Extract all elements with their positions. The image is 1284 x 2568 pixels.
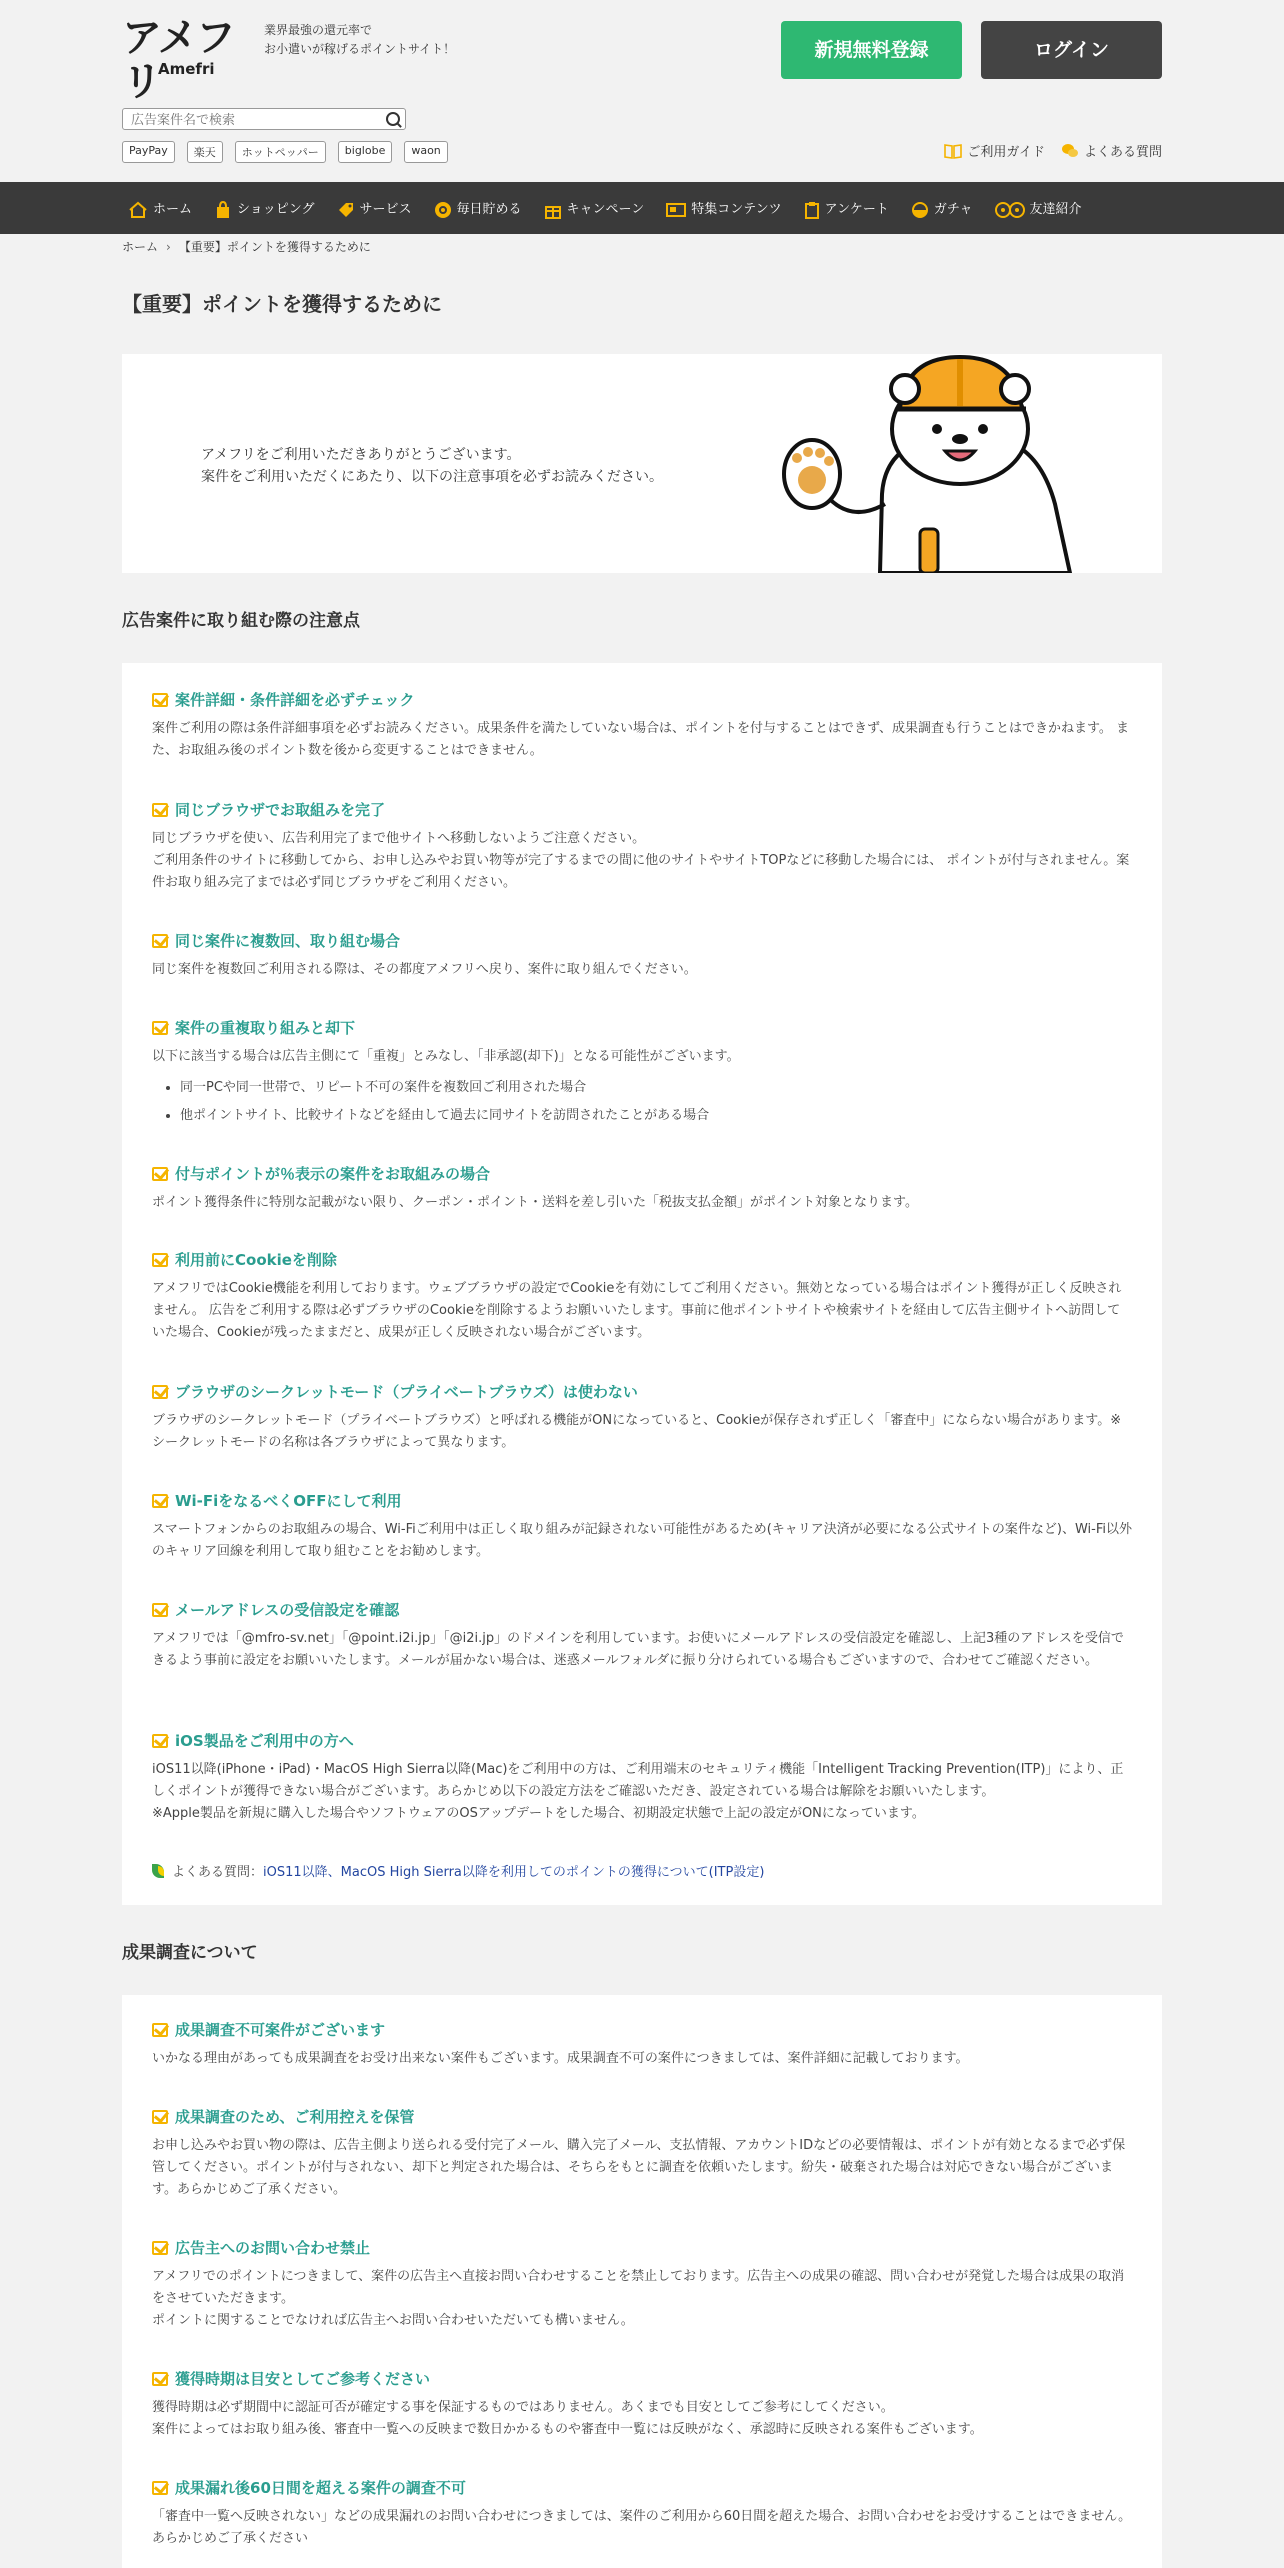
note-item bbox=[152, 2477, 1132, 2550]
checkbox-icon bbox=[152, 1021, 168, 1035]
note-heading-text: 成果漏れ後60日間を超える案件の調査不可 bbox=[175, 2479, 466, 2497]
nav-item-home[interactable] bbox=[128, 184, 192, 236]
note-body: ポイント獲得条件に特別な記載がない限り、クーポン・ポイント・送料を差し引いた「税抜支払金額」がポイント対象となります。 bbox=[152, 1195, 918, 1210]
note-heading-text: 広告主へのお問い合わせ禁止 bbox=[175, 2239, 371, 2257]
note-body: 「審査中一覧へ反映されない」などの成果漏れのお問い合わせにつきましては、案件のご利用から60日間を超えた場合、お問い合わせをお受けすることはできません。あらかじめご了承ください bbox=[152, 2509, 1132, 2546]
search-icon[interactable] bbox=[386, 112, 400, 126]
header-links bbox=[944, 141, 1162, 160]
nav-label: キャンペーン bbox=[566, 202, 645, 217]
hero-line-1: アメフリをご利用いただきありがとうございます。 bbox=[201, 447, 521, 463]
note-heading-text: 利用前にCookieを削除 bbox=[175, 1251, 337, 1269]
site-logo[interactable] bbox=[122, 15, 254, 105]
note-body: お申し込みやお買い物の際は、広告主側より送られる受付完了メール、購入完了メール、支払情報、アカウントIDなどの必要情報は、ポイントが有効となるまで必ず保管してください。ポイントが付与されない、却下と判定された場合は、そちらをもとに調査を依頼いたします。紛失・破棄された場合は対応できない場合がございます。あらかじめご了承ください。 bbox=[152, 2138, 1126, 2197]
note-heading bbox=[152, 2019, 1132, 2040]
note-body: ブラウザのシークレットモード（プライベートブラウズ）と呼ばれる機能がONになっていると、Cookieが保存されず正しく「審査中」にならない場合があります。※シークレットモードの名称は各ブラウザによって異なります。 bbox=[152, 1413, 1122, 1450]
note-heading bbox=[152, 1730, 1132, 1751]
hero-text bbox=[201, 444, 663, 488]
note-bullet-list bbox=[152, 1074, 1132, 1130]
book-icon bbox=[944, 143, 962, 159]
clipboard-icon bbox=[804, 201, 820, 219]
checkbox-icon bbox=[152, 2481, 168, 2495]
note-item bbox=[152, 930, 1132, 981]
hero-panel bbox=[122, 354, 1162, 573]
note-heading bbox=[152, 1249, 1132, 1270]
note-heading bbox=[152, 2106, 1132, 2127]
note-body: 案件ご利用の際は条件詳細事項を必ずお読みください。成果条件を満たしていない場合は、ポイントを付与することはできず、成果調査も行うことはできかねます。 また、お取組み後のポイント数を後から変更することはできません。 bbox=[152, 721, 1130, 758]
note-item bbox=[152, 2019, 1132, 2070]
note-body: アメフリでのポイントにつきまして、案件の広告主へ直接お問い合わせすることを禁止しております。広告主への成果の確認、問い合わせが発覚した場合は成果の取消をさせていただきます。 ポイントに関することでなければ広告主へお問い合わせいただいても構いません。 bbox=[152, 2269, 1125, 2328]
note-heading-text: 案件の重複取り組みと却下 bbox=[175, 1019, 356, 1037]
hero-line-2: 案件をご利用いただくにあたり、以下の注意事項を必ずお読みください。 bbox=[201, 469, 663, 485]
note-item bbox=[152, 1730, 1132, 1825]
checkbox-icon bbox=[152, 2372, 168, 2386]
breadcrumb-home[interactable]: ホーム bbox=[122, 240, 159, 254]
nav-item-invite[interactable] bbox=[995, 184, 1082, 236]
chat-bubble-icon bbox=[1061, 143, 1079, 159]
login-button[interactable]: ログイン bbox=[981, 21, 1162, 79]
tag-icon bbox=[337, 201, 355, 219]
beginner-leaf-icon bbox=[152, 1864, 164, 1878]
section-title: 成果調査について bbox=[122, 1943, 258, 1963]
nav-item-service[interactable] bbox=[337, 184, 412, 236]
nav-item-campaign[interactable] bbox=[544, 184, 645, 236]
note-heading-text: 付与ポイントが％表示の案件をお取組みの場合 bbox=[175, 1165, 491, 1183]
shopping-bag-icon bbox=[214, 201, 232, 219]
capsule-icon bbox=[911, 201, 929, 219]
home-icon bbox=[128, 201, 148, 219]
note-heading-text: メールアドレスの受信設定を確認 bbox=[175, 1601, 400, 1619]
checkbox-icon bbox=[152, 693, 168, 707]
nav-label: 友達紹介 bbox=[1029, 202, 1082, 217]
quick-tag[interactable]: ホットペッパー bbox=[235, 141, 326, 163]
note-body: アメフリでは「@mfro-sv.net」「@point.i2i.jp」「@i2i.jp」のドメインを利用しています。お使いにメールアドレスの受信設定を確認し、上記3種のアドレスを受信できるよう事前に設定をお願いいたします。メールが届かない場合は、迷惑メールフォルダに振り分けられている場合もございますので、合わせてご確認ください。 bbox=[152, 1631, 1124, 1668]
quick-tag[interactable]: waon bbox=[404, 141, 447, 163]
note-heading-text: Wi-FiをなるべくOFFにして利用 bbox=[175, 1492, 402, 1510]
main-nav bbox=[0, 182, 1284, 234]
guide-link[interactable] bbox=[944, 141, 1045, 160]
note-item bbox=[152, 2368, 1132, 2441]
note-item bbox=[152, 1490, 1132, 1563]
checkbox-icon bbox=[152, 2241, 168, 2255]
nav-item-features[interactable] bbox=[666, 184, 781, 236]
note-heading-text: 成果調査不可案件がございます bbox=[175, 2021, 386, 2039]
checkbox-icon bbox=[152, 1734, 168, 1748]
checkbox-icon bbox=[152, 803, 168, 817]
note-body: 同じブラウザを使い、広告利用完了まで他サイトへ移動しないようご注意ください。 ご利用条件のサイトに移動してから、お申し込みやお買い物等が完了するまでの間に他のサイトやサイトTOPなどに移動した場合には、 ポイントが付与されません。案件お取り組み完了までは必ず同じブラウザをご利用ください。 bbox=[152, 831, 1130, 890]
note-body: 以下に該当する場合は広告主側にて「重複」とみなし、「非承認(却下)」となる可能性がございます。 bbox=[152, 1049, 740, 1064]
note-heading bbox=[152, 1163, 1132, 1184]
search-input[interactable] bbox=[123, 111, 389, 131]
nav-label: サービス bbox=[359, 202, 412, 217]
note-heading-text: 同じ案件に複数回、取り組む場合 bbox=[175, 932, 401, 950]
note-heading bbox=[152, 1490, 1132, 1511]
note-heading bbox=[152, 1017, 1132, 1038]
faq-prefix: よくある質問： bbox=[172, 1865, 264, 1880]
note-body: アメフリではCookie機能を利用しております。ウェブブラウザの設定でCookieを有効にしてご利用ください。無効となっている場合はポイント獲得が正しく反映されません。 広告をご利用する際は必ずブラウザのCookieを削除するようお願いいたします。事前に他ポイントサイトや検索サイトを経由して広告主側サイトへ訪問していた場合、Cookieが残ったままだと、成果が正しく反映されない場合がございます。 bbox=[152, 1281, 1122, 1340]
note-body: iOS11以降(iPhone・iPad)・MacOS High Sierra以降(Mac)をご利用中の方は、ご利用端末のセキュリティ機能「Intelligent Tracking Prevention(ITP)」により、正しくポイントが獲得できない場合がございます。あらかじめ以下の設定方法をご確認いただき、設定されている場合は解除をお願いいたします。 ※Apple製品を新規に購入した場合やソフトウェアのOSアップデートをした場合、初期設定状態で上記の設定がONになっています。 bbox=[152, 1762, 1124, 1821]
note-heading-text: ブラウザのシークレットモード（プライベートブラウズ）は使わない bbox=[175, 1383, 638, 1401]
survey-card bbox=[122, 1995, 1162, 2568]
nav-label: 毎日貯める bbox=[456, 202, 522, 217]
tagline-line-2: お小遣いが稼げるポイントサイト！ bbox=[264, 42, 456, 56]
site-header bbox=[0, 0, 1284, 182]
checkbox-icon bbox=[152, 934, 168, 948]
faq-header-link[interactable] bbox=[1061, 141, 1162, 160]
nav-label: ガチャ bbox=[933, 202, 973, 217]
faq-row bbox=[152, 1861, 764, 1880]
note-item bbox=[152, 1017, 1132, 1130]
note-heading bbox=[152, 2368, 1132, 2389]
logo-text: アメフリ bbox=[122, 15, 234, 105]
itp-faq-link[interactable]: iOS11以降、MacOS High Sierra以降を利用してのポイントの獲得について(ITP設定) bbox=[263, 1865, 765, 1880]
note-item bbox=[152, 1163, 1132, 1214]
search-box bbox=[122, 108, 406, 130]
nav-item-gacha[interactable] bbox=[911, 184, 973, 236]
note-item bbox=[152, 1381, 1132, 1454]
card-icon bbox=[666, 202, 686, 218]
tagline-line-1: 業界最強の還元率で bbox=[264, 23, 373, 37]
quick-tag[interactable]: PayPay bbox=[122, 141, 175, 163]
note-heading-text: 獲得時期は目安としてご参考ください bbox=[175, 2370, 431, 2388]
note-heading-text: iOS製品をご利用中の方へ bbox=[175, 1732, 354, 1750]
checkbox-icon bbox=[152, 1167, 168, 1181]
guide-link-label: ご利用ガイド bbox=[967, 145, 1045, 160]
nav-item-shopping[interactable] bbox=[214, 184, 314, 236]
checkbox-icon bbox=[152, 2023, 168, 2037]
note-body: 獲得時期は必ず期間中に認証可否が確定する事を保証するものではありません。あくまでも目安としてご参考にしてください。 案件によってはお取り組み後、審査中一覧への反映まで数日かかるものや審査中一覧には反映がなく、承認時に反映される案件もございます。 bbox=[152, 2400, 983, 2437]
note-body: 同じ案件を複数回ご利用される際は、その都度アメフリへ戻り、案件に取り組んでください。 bbox=[152, 962, 697, 977]
note-body: スマートフォンからのお取組みの場合、Wi-Fiご利用中は正しく取り組みが記録されない可能性があるため(キャリア決済が必要になる公式サイトの案件など)、Wi-Fi以外のキャリア回線を利用して取り組むことをお勧めします。 bbox=[152, 1522, 1132, 1559]
note-heading bbox=[152, 2477, 1132, 2498]
nav-label: ホーム bbox=[153, 202, 193, 217]
checkbox-icon bbox=[152, 1603, 168, 1617]
checkbox-icon bbox=[152, 1494, 168, 1508]
nav-item-daily[interactable] bbox=[434, 184, 522, 236]
quick-tag[interactable]: biglobe bbox=[338, 141, 393, 163]
list-item: • 同一PCや同一世帯で、リピート不可の案件を複数回ご利用された場合 bbox=[180, 1074, 1132, 1102]
note-heading bbox=[152, 799, 1132, 820]
note-item bbox=[152, 799, 1132, 894]
note-heading bbox=[152, 2237, 1132, 2258]
faq-link-label: よくある質問 bbox=[1083, 145, 1162, 160]
gift-icon bbox=[544, 201, 562, 219]
note-heading-text: 案件詳細・条件詳細を必ずチェック bbox=[175, 691, 415, 709]
nav-label: ショッピング bbox=[237, 202, 315, 217]
note-heading bbox=[152, 1381, 1132, 1402]
note-heading-text: 同じブラウザでお取組みを完了 bbox=[175, 801, 386, 819]
note-heading-text: 成果調査のため、ご利用控えを保管 bbox=[175, 2108, 415, 2126]
note-item bbox=[152, 2106, 1132, 2201]
site-tagline bbox=[264, 21, 455, 59]
nav-label: アンケート bbox=[824, 202, 889, 217]
page-title: 【重要】ポイントを獲得するために bbox=[122, 292, 442, 316]
notes-card bbox=[122, 663, 1162, 1905]
nav-label: 特集コンテンツ bbox=[691, 202, 782, 217]
note-heading bbox=[152, 689, 1132, 710]
friends-icon bbox=[995, 201, 1025, 219]
logo-subtext: Amefri bbox=[158, 60, 215, 78]
quick-tags bbox=[122, 141, 448, 163]
breadcrumb bbox=[122, 238, 371, 256]
bear-mascot-icon bbox=[770, 354, 1100, 573]
note-item bbox=[152, 1599, 1132, 1672]
note-body: いかなる理由があっても成果調査をお受け出来ない案件もございます。成果調査不可の案件につきましては、案件詳細に記載しております。 bbox=[152, 2051, 969, 2066]
checkbox-icon bbox=[152, 2110, 168, 2124]
checkbox-icon bbox=[152, 1253, 168, 1267]
checkbox-icon bbox=[152, 1385, 168, 1399]
breadcrumb-current: 【重要】ポイントを獲得するために bbox=[178, 240, 371, 254]
note-heading bbox=[152, 1599, 1132, 1620]
note-item bbox=[152, 2237, 1132, 2332]
list-item: • 他ポイントサイト、比較サイトなどを経由して過去に同サイトを訪問されたことがある場合 bbox=[180, 1102, 1132, 1130]
quick-tag[interactable]: 楽天 bbox=[187, 141, 223, 163]
note-heading bbox=[152, 930, 1132, 951]
note-item bbox=[152, 689, 1132, 762]
coin-icon bbox=[434, 201, 452, 219]
note-item bbox=[152, 1249, 1132, 1344]
chevron-right-icon: › bbox=[166, 240, 171, 254]
register-button[interactable]: 新規無料登録 bbox=[781, 21, 962, 79]
section-title: 広告案件に取り組む際の注意点 bbox=[122, 611, 360, 631]
nav-item-survey[interactable] bbox=[804, 184, 889, 236]
